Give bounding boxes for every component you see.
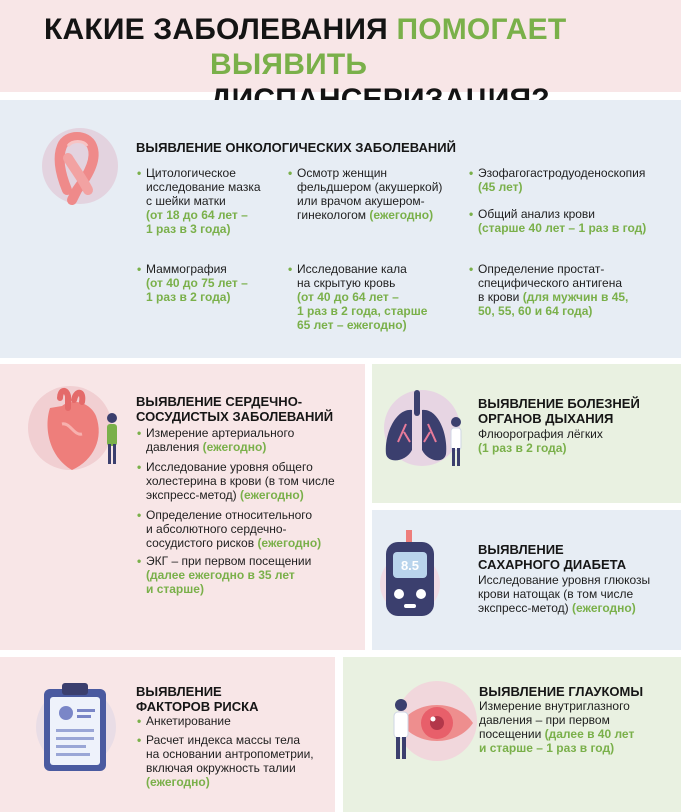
item-period: (ежегодно): [369, 208, 434, 222]
item-period: (далее в 40 лет: [544, 727, 635, 741]
title-line1-green: ПОМОГАЕТ: [396, 13, 567, 46]
onco-item-gyn-exam: • Осмотр женщин фельдшером (акушеркой) или врачом акушером- гинекологом (ежегодно): [297, 166, 467, 222]
item-text: Расчет индекса массы тела: [146, 733, 301, 747]
item-text: Исследование уровня глюкозы: [478, 573, 651, 587]
glucometer-display-value: 8.5: [400, 558, 420, 573]
risk-heading-line1: ВЫЯВЛЕНИЕ: [136, 684, 222, 699]
cardio-item-ecg: • ЭКГ – при первом посещении (далее ежегодно в 35 лет и старше): [146, 554, 356, 596]
fluorography-period: (1 раз в 2 года): [478, 441, 567, 455]
cancer-ribbon-icon: [32, 118, 122, 218]
item-text: Анкетирование: [146, 714, 231, 728]
item-text: Эзофагогастродуоденоскопия: [478, 166, 646, 180]
item-period: (ежегодно): [146, 775, 210, 789]
item-text: включая окружность талии: [146, 761, 296, 775]
onco-item-blood-test: • Общий анализ крови (старше 40 лет – 1 раз в год): [478, 207, 673, 235]
item-period: и старше – 1 раз в год): [479, 741, 615, 755]
cardio-heading-line1: ВЫЯВЛЕНИЕ СЕРДЕЧНО-: [136, 394, 303, 409]
item-period: (ежегодно): [202, 440, 267, 454]
item-text: сосудистого рисков: [146, 536, 255, 550]
item-text: давления – при первом: [479, 713, 610, 727]
item-text: исследование мазка: [146, 180, 261, 194]
item-text: экспресс-метод): [478, 601, 569, 615]
item-text: или врачом акушером-: [297, 194, 425, 208]
item-period: 65 лет – ежегодно): [297, 318, 407, 332]
item-period: (ежегодно): [257, 536, 322, 550]
oncology-heading: ВЫЯВЛЕНИЕ ОНКОЛОГИЧЕСКИХ ЗАБОЛЕВАНИЙ: [136, 140, 456, 155]
item-period: 1 раз в 2 года, старше: [297, 304, 428, 318]
item-text: Измерение артериального: [146, 426, 295, 440]
item-text: с шейки матки: [146, 194, 226, 208]
item-text: Исследование уровня общего: [146, 460, 313, 474]
item-text: Определение простат-: [478, 262, 605, 276]
heart-doctor-icon: [22, 378, 132, 488]
title-line2-green: ВЫЯВИТЬ: [210, 48, 368, 81]
glaucoma-text-block: [479, 699, 674, 755]
respiratory-section: [372, 364, 681, 503]
item-period: 50, 55, 60 и 64 года): [478, 304, 593, 318]
clipboard-icon: [30, 675, 125, 785]
risk-item-bmi: • Расчет индекса массы тела на основании антропометрии, включая окружность талии (ежегодно): [146, 733, 331, 789]
item-text: Общий анализ крови: [478, 207, 596, 221]
fluorography-text: Флюорография лёгких: [478, 427, 603, 441]
risk-heading-line2: ФАКТОРОВ РИСКА: [136, 699, 259, 714]
onco-item-psa: • Определение простат- специфического антигена в крови (для мужчин в 45, 50, 55, 60 и 64 года): [478, 262, 673, 318]
item-text: посещении: [479, 727, 542, 741]
cardio-item-pressure: • Измерение артериального давления (ежегодно): [146, 426, 356, 454]
item-period: (ежегодно): [240, 488, 304, 502]
item-period: (от 18 до 64 лет –: [146, 208, 248, 222]
glaucoma-section: [343, 657, 681, 812]
item-period: (для мужчин в 45,: [522, 290, 629, 304]
item-period: 1 раз в 2 года): [146, 290, 231, 304]
respiratory-heading-line1: ВЫЯВЛЕНИЕ БОЛЕЗНЕЙ: [478, 396, 640, 411]
item-text: Маммография: [146, 262, 227, 276]
onco-item-mammography: • Маммография (от 40 до 75 лет – 1 раз в 2 года): [146, 262, 286, 304]
risk-factors-section: [0, 657, 335, 812]
item-text: Исследование кала: [297, 262, 407, 276]
item-text: и абсолютного сердечно-: [146, 522, 287, 536]
title-banner: [0, 0, 681, 92]
item-period: (старше 40 лет – 1 раз в год): [478, 221, 647, 235]
item-period: 1 раз в 3 года): [146, 222, 231, 236]
item-text: специфического антигена: [478, 276, 623, 290]
glucometer-icon: [378, 528, 458, 628]
lungs-doctor-icon: [376, 384, 471, 474]
item-text: в крови: [478, 290, 520, 304]
item-period: (45 лет): [478, 180, 523, 194]
item-period: (далее ежегодно в 35 лет: [146, 568, 295, 582]
eye-doctor-icon: [381, 671, 481, 771]
item-text: гинекологом: [297, 208, 367, 222]
title-line1-black: КАКИЕ ЗАБОЛЕВАНИЯ: [44, 13, 388, 46]
item-text: на скрытую кровь: [297, 276, 396, 290]
item-text: Определение относительного: [146, 508, 313, 522]
item-text: Цитологическое: [146, 166, 236, 180]
item-period: (от 40 до 75 лет –: [146, 276, 248, 290]
cardio-item-cholesterol: • Исследование уровня общего холестерина в крови (в том числе экспресс-метод) (ежегодно): [146, 460, 356, 502]
item-text: Измерение внутриглазного: [479, 699, 630, 713]
onco-item-egds: • Эзофагогастродуоденоскопия (45 лет): [478, 166, 668, 194]
cardio-section: [0, 364, 365, 650]
cardio-heading-line2: СОСУДИСТЫХ ЗАБОЛЕВАНИЙ: [136, 409, 334, 424]
oncology-section: [0, 100, 681, 358]
diabetes-section: [372, 510, 681, 650]
item-period: (от 40 до 64 лет –: [297, 290, 399, 304]
diabetes-text-block: [478, 573, 678, 615]
item-text: экспресс-метод): [146, 488, 237, 502]
onco-item-fecal-test: • Исследование кала на скрытую кровь (от 40 до 64 лет – 1 раз в 2 года, старше 65 лет – ежегодно): [297, 262, 467, 332]
diabetes-heading-line2: САХАРНОГО ДИАБЕТА: [478, 557, 627, 572]
item-text: Осмотр женщин: [297, 166, 388, 180]
item-text: холестерина в крови (в том числе: [146, 474, 335, 488]
respiratory-heading-line2: ОРГАНОВ ДЫХАНИЯ: [478, 411, 614, 426]
item-text: на основании антропометрии,: [146, 747, 314, 761]
diabetes-heading-line1: ВЫЯВЛЕНИЕ: [478, 542, 564, 557]
item-text: ЭКГ – при первом посещении: [146, 554, 312, 568]
item-text: давления: [146, 440, 200, 454]
item-text: крови натощак (в том числе: [478, 587, 634, 601]
item-period: (ежегодно): [572, 601, 636, 615]
onco-item-cytology: • Цитологическое исследование мазка с шейки матки (от 18 до 64 лет – 1 раз в 3 года): [146, 166, 286, 236]
item-text: фельдшером (акушеркой): [297, 180, 443, 194]
glaucoma-heading: ВЫЯВЛЕНИЕ ГЛАУКОМЫ: [479, 684, 644, 699]
item-period: и старше): [146, 582, 204, 596]
cardio-item-risk-assessment: • Определение относительного и абсолютного сердечно- сосудистого рисков (ежегодно): [146, 508, 356, 550]
risk-item-survey: • Анкетирование: [146, 714, 331, 728]
